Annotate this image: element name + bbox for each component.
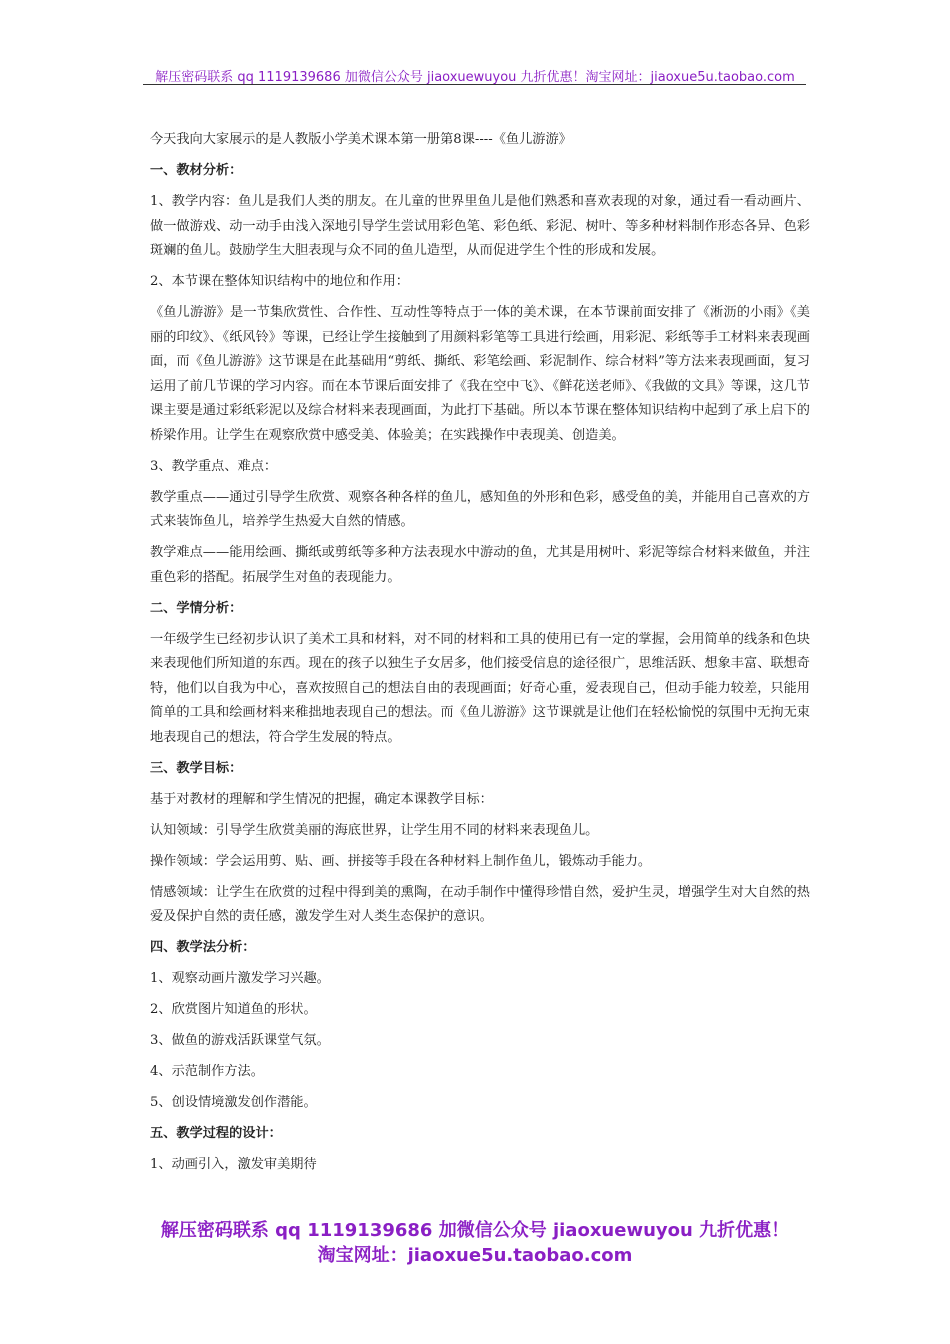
paragraph-goal-operation: 操作领域：学会运用剪、贴、画、拼接等手段在各种材料上制作鱼儿，锻炼动手能力。 [150, 853, 652, 869]
footer-line-contact: 解压密码联系 qq 1119139686 加微信公众号 jiaoxuewuyou 九折优惠！ [160, 1220, 790, 1241]
header-divider [143, 84, 806, 85]
section-heading-process-design: 五、教学过程的设计： [150, 1126, 282, 1141]
page-footer [0, 1218, 950, 1268]
paragraph-key-points-heading: 3、教学重点、难点： [150, 458, 278, 474]
paragraph-position-heading: 2、本节课在整体知识结构中的地位和作用： [150, 274, 409, 289]
list-item-method: 1、观察动画片激发学习兴趣。 [150, 971, 330, 986]
list-item-method: 3、做鱼的游戏活跃课堂气氛。 [150, 1033, 330, 1048]
list-item-method: 4、示范制作方法。 [150, 1064, 264, 1079]
section-heading-teaching-goals: 三、教学目标： [150, 760, 243, 776]
list-item-method: 2、欣赏图片知道鱼的形状。 [150, 1002, 317, 1017]
paragraph-goal-emotion: 情感领域：让学生在欣赏的过程中得到美的熏陶，在动手制作中懂得珍惜自然，爱护生灵，增强学生对大自然的热爱及保护自然的责任感，激发学生对人类生态保护的意识。 [150, 884, 810, 924]
document-body [150, 128, 810, 1184]
section-heading-learner-analysis: 二、学情分析： [150, 600, 243, 616]
paragraph-learner-analysis: 一年级学生已经初步认识了美术工具和材料，对不同的材料和工具的使用已有一定的掌握，会用简单的线条和色块来表现他们所知道的东西。现在的孩子以独生子女居多，他们接受信息的途径很广，思维活跃、想象丰富、联想奇特，他们以自我为中心，喜欢按照自己的想法自由的表现画面；好奇心重，爱表现自己，但动手能力较差，只能用简单的工具和绘画材料来稚拙地表现自己的想法。而《鱼儿游游》这节课就是让他们在轻松愉悦的氛围中无拘无束地表现自己的想法，符合学生发展的特点。 [150, 631, 810, 745]
list-item-method: 5、创设情境激发创作潜能。 [150, 1095, 317, 1110]
section-heading-textbook-analysis: 一、教材分析： [150, 163, 243, 178]
paragraph-teaching-content: 1、教学内容：鱼儿是我们人类的朋友。在儿童的世界里鱼儿是他们熟悉和喜欢表现的对象，通过看一看动画片、做一做游戏、动一动手由浅入深地引导学生尝试用彩色笔、彩色纸、彩泥、树叶、等多种材料制作形态各异、色彩斑斓的鱼儿。鼓励学生大胆表现与众不同的鱼儿造型，从而促进学生个性的形成和发展。 [150, 194, 810, 258]
paragraph-goal-cognitive: 认知领域：引导学生欣赏美丽的海底世界，让学生用不同的材料来表现鱼儿。 [150, 822, 599, 838]
paragraph-position-role: 《鱼儿游游》是一节集欣赏性、合作性、互动性等特点于一体的美术课，在本节课前面安排了《淅沥的小雨》《美丽的印纹》、《纸风铃》等课，已经让学生接触到了用颜料彩笔等工具进行绘画，用彩泥、彩纸等手工材料来表现画面，而《鱼儿游游》这节课是在此基础用“剪纸、撕纸、彩笔绘画、彩泥制作、综合材料”等方法来表现画面，复习运用了前几节课的学习内容。而在本节课后面安排了《我在空中飞》、《鲜花送老师》、《我做的文具》等课，这几节课主要是通过彩纸彩泥以及综合材料来表现画面，为此打下基础。所以本节课在整体知识结构中起到了承上启下的桥梁作用。让学生在观察欣赏中感受美、体验美；在实践操作中表现美、创造美。 [150, 305, 810, 443]
section-heading-method-analysis: 四、教学法分析： [150, 940, 256, 955]
intro-line: 今天我向大家展示的是人教版小学美术课本第一册第8课----《鱼儿游游》 [150, 132, 572, 147]
paragraph-goals-intro: 基于对教材的理解和学生情况的把握，确定本课教学目标： [150, 791, 493, 807]
footer-line-shop-url: 淘宝网址：jiaoxue5u.taobao.com [317, 1245, 633, 1266]
page-header: 解压密码联系 qq 1119139686 加微信公众号 jiaoxuewuyou 九折优惠！淘宝网址：jiaoxue5u.taobao.com [155, 70, 795, 85]
list-item-process: 1、动画引入，激发审美期待 [150, 1157, 317, 1172]
paragraph-difficult-point: 教学难点——能用绘画、撕纸或剪纸等多种方法表现水中游动的鱼，尤其是用树叶、彩泥等综合材料来做鱼，并注重色彩的搭配。拓展学生对鱼的表现能力。 [150, 545, 810, 585]
paragraph-key-point: 教学重点——通过引导学生欣赏、观察各种各样的鱼儿，感知鱼的外形和色彩，感受鱼的美，并能用自己喜欢的方式来装饰鱼儿，培养学生热爱大自然的情感。 [150, 489, 810, 529]
